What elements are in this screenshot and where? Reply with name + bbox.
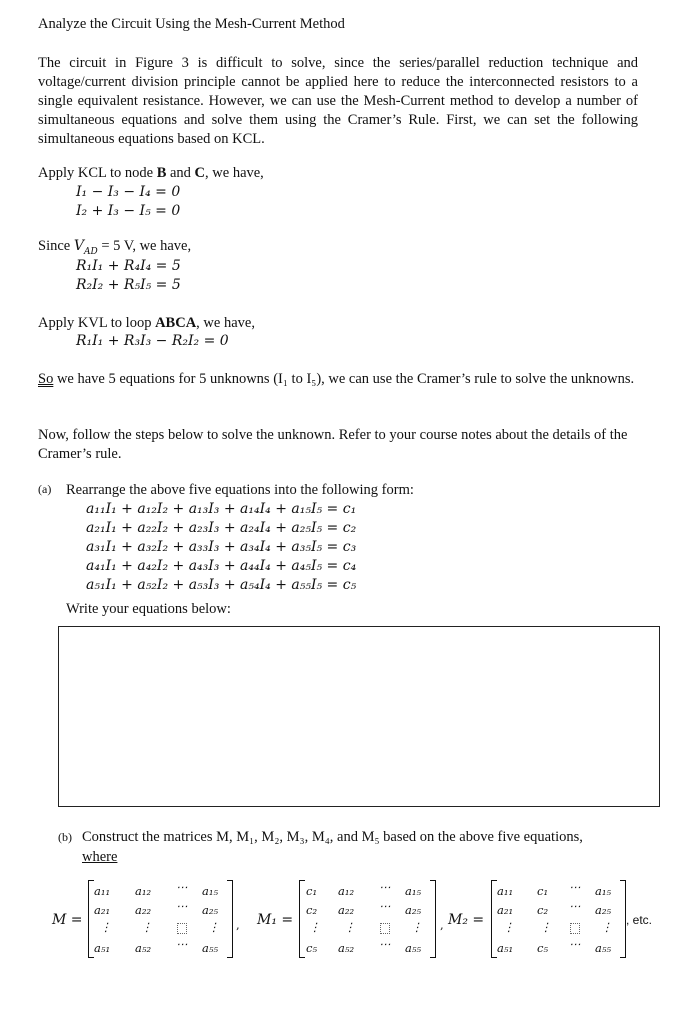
matrix-m-cell: a₂₁ — [94, 903, 111, 917]
matrix-m-cell: a₅₁ — [94, 941, 111, 955]
matrix-m-cell: a₅₅ — [202, 941, 219, 955]
matrix-m2-label: M₂ = — [448, 912, 485, 928]
matrix-m2-cell: ⋯ — [569, 899, 581, 913]
matrix-m1-cell: c₁ — [306, 884, 318, 898]
kcl-equation-1: I₁ − I₃ − I₄ = 0 — [76, 184, 181, 200]
matrix-m2-cell: c₅ — [537, 941, 549, 955]
matrix-m1-comma: , — [440, 918, 444, 932]
matrix-m-cell: a₁₁ — [94, 884, 111, 898]
matrix-m2-cell: ⋮ — [540, 920, 552, 934]
matrix-m-cell: a₁₅ — [202, 884, 219, 898]
matrix-m2-cell: ⋮ — [601, 920, 613, 934]
etc-label: , etc. — [626, 913, 653, 927]
matrix-m1-cell: ⋯ — [379, 937, 391, 951]
matrix-m-label: M = — [52, 912, 83, 928]
matrix-m1-cell: ⋮ — [411, 920, 423, 934]
matrix-m1-cell: a₁₅ — [405, 884, 422, 898]
matrix-m-cell: a₁₂ — [135, 884, 152, 898]
matrix-m-cell: ⋯ — [176, 899, 188, 913]
matrix-m1-cell: a₅₅ — [405, 941, 422, 955]
loop-abca: ABCA — [155, 315, 197, 331]
matrix-m2-cell: a₂₅ — [595, 903, 612, 917]
matrix-m1-dot-placeholder — [380, 923, 390, 934]
matrix-m2-cell: c₁ — [537, 884, 549, 898]
node-c: C — [194, 165, 206, 181]
matrix-m1-cell: c₂ — [306, 903, 318, 917]
matrix-m2-cell: ⋯ — [569, 937, 581, 951]
matrix-m-cell: ⋮ — [141, 920, 153, 934]
kcl-lead: Apply KCL to node B and C, we have, — [38, 165, 264, 181]
part-a-text: Rearrange the above five equations into the following form: — [66, 482, 414, 498]
part-b-where: where — [82, 849, 118, 865]
matrix-m2-cell: a₂₁ — [497, 903, 514, 917]
matrix-m2-cell: a₅₁ — [497, 941, 514, 955]
matrix-m2-cell: ⋮ — [503, 920, 515, 934]
matrix-m1-cell: ⋯ — [379, 899, 391, 913]
coefficient-equation-4: a₄₁I₁ + a₄₂I₂ + a₄₃I₃ + a₄₄I₄ + a₄₅I₅ = c₄ — [86, 558, 357, 574]
matrix-m-cell: ⋮ — [208, 920, 220, 934]
vad-equation-2: R₂I₂ + R₅I₅ = 5 — [76, 277, 181, 293]
coefficient-equation-3: a₃₁I₁ + a₃₂I₂ + a₃₃I₃ + a₃₄I₄ + a₃₅I₅ = c₃ — [86, 539, 357, 555]
matrix-m1-label: M₁ = — [257, 912, 294, 928]
matrix-m-comma: , — [236, 918, 240, 932]
matrix-m-cell: a₂₅ — [202, 903, 219, 917]
node-b: B — [156, 165, 167, 181]
kcl-equation-2: I₂ + I₃ − I₅ = 0 — [76, 203, 181, 219]
matrix-m-cell: ⋯ — [176, 937, 188, 951]
matrix-m1-cell: ⋮ — [344, 920, 356, 934]
part-a-label: (a) — [38, 482, 52, 496]
matrix-m1-cell: a₂₅ — [405, 903, 422, 917]
matrix-m1-cell: ⋯ — [379, 880, 391, 894]
coefficient-equation-2: a₂₁I₁ + a₂₂I₂ + a₂₃I₃ + a₂₄I₄ + a₂₅I₅ = c₂ — [86, 520, 357, 536]
matrix-m2-cell: a₁₁ — [497, 884, 514, 898]
matrix-m-right-bracket — [227, 880, 233, 958]
coefficient-equation-5: a₅₁I₁ + a₅₂I₂ + a₅₃I₃ + a₅₄I₄ + a₅₅I₅ = c₅ — [86, 577, 357, 593]
matrix-m-cell: a₅₂ — [135, 941, 152, 955]
coefficient-equation-1: a₁₁I₁ + a₁₂I₂ + a₁₃I₃ + a₁₄I₄ + a₁₅I₅ = c₁ — [86, 501, 357, 517]
matrix-m-cell: ⋮ — [100, 920, 112, 934]
matrix-m2-cell: ⋯ — [569, 880, 581, 894]
matrix-m-cell: ⋯ — [176, 880, 188, 894]
matrix-m-cell: a₂₂ — [135, 903, 152, 917]
matrix-m1-left-bracket — [299, 880, 305, 958]
steps-intro: Now, follow the steps below to solve the unknown. Refer to your course notes about the details of the Cramer’s rule. — [38, 427, 628, 462]
vad-equation-1: R₁I₁ + R₄I₄ = 5 — [76, 258, 181, 274]
matrix-m1-cell: ⋮ — [309, 920, 321, 934]
answer-box[interactable] — [58, 626, 660, 807]
summary-paragraph: So we have 5 equations for 5 unknowns (I₁ to I₅), we can use the Cramer’s rule to solve the unknowns. — [38, 371, 635, 387]
part-b-label: (b) — [58, 830, 72, 844]
matrix-m2-cell: a₁₅ — [595, 884, 612, 898]
matrix-m1-cell: a₅₂ — [338, 941, 355, 955]
matrix-m1-right-bracket — [430, 880, 436, 958]
write-prompt: Write your equations below: — [66, 601, 231, 617]
matrix-m2-cell: a₅₅ — [595, 941, 612, 955]
kvl-equation-1: R₁I₁ + R₃I₃ − R₂I₂ = 0 — [76, 333, 229, 349]
page-title: Analyze the Circuit Using the Mesh-Current Method — [38, 16, 345, 32]
intro-paragraph: The circuit in Figure 3 is difficult to solve, since the series/parallel reduction technique and voltage/current division principle cannot be applied here to reduce the interconnected resistors to a single equivalent resistance. However, we can use the Mesh-Current method to develop a number of simultaneous equations and solve them using the Cramer’s Rule. First, we can set the following simultaneous equations based on KCL. — [38, 55, 638, 147]
matrix-m-dot-placeholder — [177, 923, 187, 934]
part-b-text: Construct the matrices M, M₁, M₂, M₃, M₄, and M₅ based on the above five equations, — [82, 829, 583, 845]
matrix-m1-cell: c₅ — [306, 941, 318, 955]
matrix-m2-cell: c₂ — [537, 903, 549, 917]
matrix-m1-cell: a₂₂ — [338, 903, 355, 917]
vad-lead: Since $V_{AD} = 5$ V, we have, — [38, 238, 192, 257]
kvl-lead: Apply KVL to loop ABCA, we have, — [38, 315, 255, 331]
matrix-m2-dot-placeholder — [570, 923, 580, 934]
matrix-m1-cell: a₁₂ — [338, 884, 355, 898]
